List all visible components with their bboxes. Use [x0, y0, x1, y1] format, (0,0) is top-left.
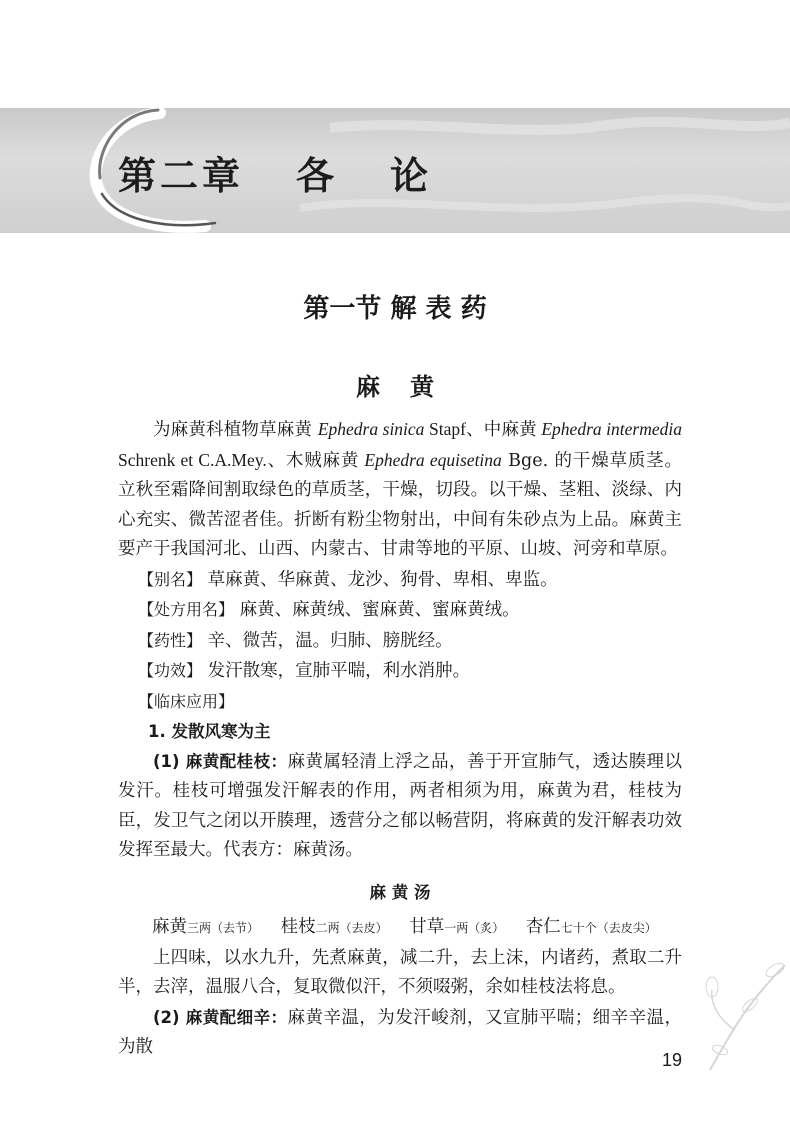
field-properties: 【药性】 辛、微苦，温。归肺、膀胱经。 — [138, 630, 453, 651]
page-number: 19 — [662, 1050, 683, 1070]
formula-method: 上四味，以水九升，先煮麻黄，减二升，去上沫，内诸药，煮取二升半，去滓，温服八合，复取微似汗，不须啜粥，余如桂枝法将息。 — [118, 947, 682, 997]
plant-branch-decoration — [690, 945, 790, 1075]
chapter-title — [118, 145, 432, 200]
chapter-number: 第二章 — [118, 154, 245, 198]
field-alias: 【别名】 草麻黄、华麻黄、龙沙、狗骨、卑相、卑监。 — [138, 569, 558, 590]
field-efficacy: 【功效】 发汗散寒，宣肺平喘，利水消肿。 — [138, 661, 471, 681]
chapter-word-1: 各 — [296, 154, 339, 198]
formula-ingredients: 麻黄三两（去节） 桂枝二两（去皮） 甘草一两（炙） 杏仁七十个（去皮尖） — [152, 917, 657, 937]
subheading: 1. 发散风寒为主 — [148, 722, 271, 741]
item-2-paragraph: (2) 麻黄配细辛：麻黄辛温，为发汗峻剂，又宣肺平喘；细辛辛温，为散 — [118, 1007, 682, 1057]
herb-title: 麻黄 — [356, 372, 464, 401]
chapter-word-2: 论 — [390, 154, 433, 198]
item-1-paragraph: (1) 麻黄配桂枝：麻黄属轻清上浮之品，善于开宣肺气，透达腠理以发汗。桂枝可增强发汗解表的作用，两者相须为用，麻黄为君，桂枝为臣，发卫气之闭以开腠理，透营分之郁以畅营阴，将麻黄的发汗解表功效发挥至最大。代表方：麻黄汤。 — [118, 751, 682, 860]
main-text — [118, 415, 682, 1063]
formula-title: 麻 黄 汤 — [369, 882, 431, 902]
intro-paragraph: 为麻黄科植物草麻黄 Ephedra sinica Stapf、中麻黄 Ephedra intermedia Schrenk et C.A.Mey.、木贼麻黄 Ephedra equisetina Bge. 的干燥草质茎。立秋至霜降间割取绿色的草质茎，干燥，切段。以干燥、茎粗、淡绿、内心充实、微苦涩者佳。折断有粉尘物射出，中间有朱砂点为上品。麻黄主要产于我国河北、山西、内蒙古、甘肃等地的平原、山坡、河旁和草原。 — [118, 419, 682, 559]
section-title: 第一节 解 表 药 — [303, 294, 487, 324]
field-clinical: 【临床应用】 — [138, 691, 235, 711]
field-prescription-names: 【处方用名】 麻黄、麻黄绒、蜜麻黄、蜜麻黄绒。 — [138, 600, 520, 620]
